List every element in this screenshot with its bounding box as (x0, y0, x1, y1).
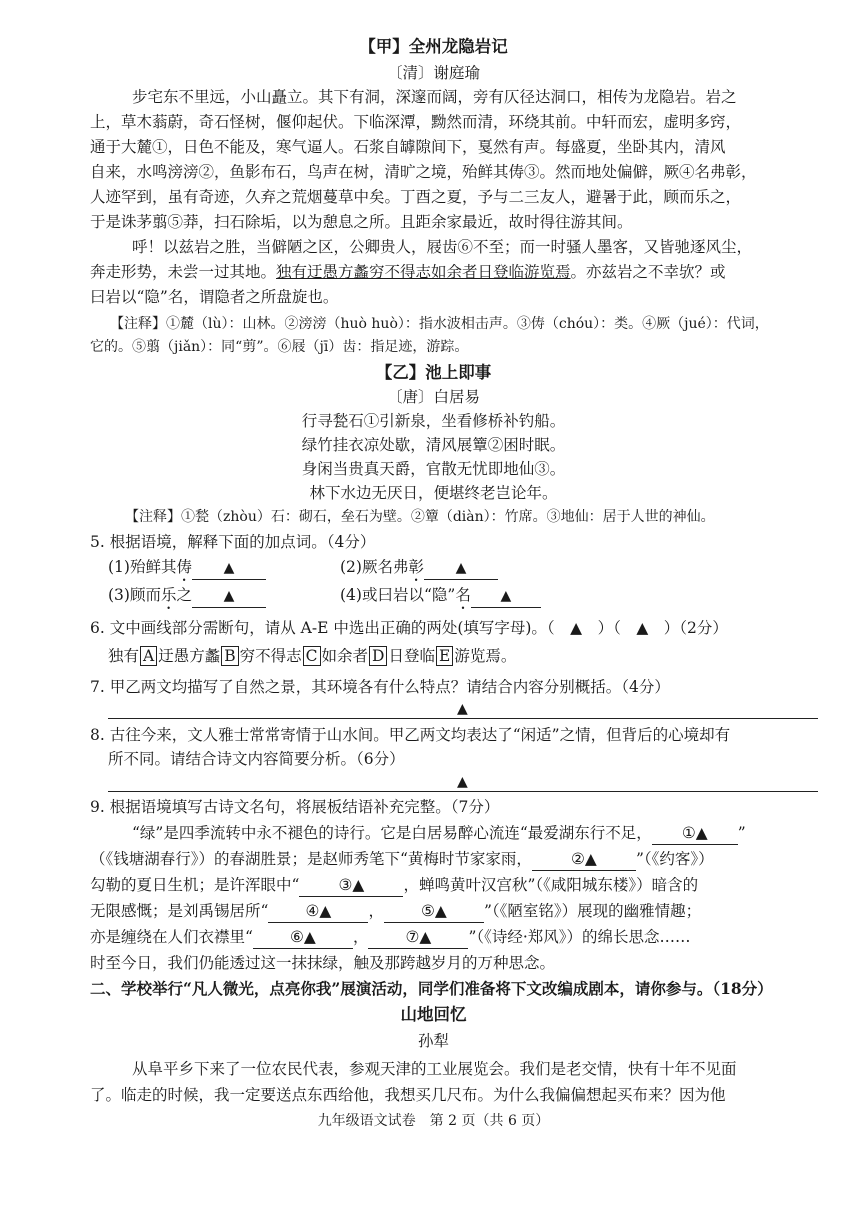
q8-prompt-1: 8. 古往今来，文人雅士常常寄情于山水间。甲乙两文均表达了“闲适”之情，但背后的心境却有 (90, 726, 731, 744)
poem-line-3: 身闲当贵真天爵，官散无忧即地仙③。 (301, 460, 566, 478)
q8-answer-mark: ▲ (457, 774, 468, 790)
passage-a-title: 【甲】全州龙隐岩记 (359, 37, 508, 56)
q9-line-1: “绿”是四季流转中永不褪色的诗行。它是白居易醉心流连“最爱湖东行不足， ①▲ ” (132, 822, 746, 845)
q9-blank-5[interactable]: ⑤▲ (384, 900, 484, 923)
section-2-author: 孙犁 (417, 1032, 449, 1050)
passage-a-line-8 (90, 261, 726, 283)
q5-dotted-word-3: 乐 (160, 586, 177, 604)
section-2-title: 山地回忆 (400, 1005, 467, 1024)
q5-dotted-word-2: 彰 (408, 558, 424, 576)
passage-a-line-8-end: 。亦兹岩之不幸欤？或 (570, 263, 726, 281)
poem-line-4: 林下水边无厌日，便堪终老岂论年。 (309, 484, 558, 502)
q6-option-a[interactable]: A (140, 646, 157, 666)
q6-prompt: 6. 文中画线部分需断句，请从 A-E 中选出正确的两处(填写字母)。（ ▲ ）（ ▲ ）（2分） (90, 619, 728, 637)
underlined-sentence: 独有迂愚方蠡穷不得志如余者日登临游览焉 (276, 263, 571, 281)
q9-line-3: 勾勒的夏日生机；是许浑眼中“ ③▲ ，蝉鸣黄叶汉宫秋”（《咸阳城东楼》）暗含的 (90, 874, 698, 897)
q6-option-d[interactable]: D (369, 646, 387, 666)
passage-a-notes-1: 【注释】①麓（lù）：山林。②滂滂（huò huò）：指水波相击声。③俦（chóu）：类。④厥（jué）：代词， (110, 316, 769, 332)
poem-line-2: 绿竹挂衣凉处歇，清风展簟②困时眠。 (301, 436, 566, 454)
q5-answer-blank-2[interactable]: ▲ (424, 556, 498, 580)
q9-blank-2[interactable]: ②▲ (532, 848, 636, 871)
q5-dotted-word-1: 俦 (176, 558, 192, 576)
passage-a-line-1: 步宅东不里远，小山矗立。其下有洞，深邃而阔，旁有仄径达洞口，相传为龙隐岩。岩之 (132, 88, 737, 106)
passage-a-notes-2: 它的。⑤翦（jiǎn）：同“剪”。⑥屐（jī）齿：指足迹，游踪。 (90, 339, 469, 355)
q5-item-1: (1)殆鲜其俦 ▲ (108, 556, 266, 585)
passage-b-title: 【乙】池上即事 (375, 363, 492, 382)
q6-option-e[interactable]: E (436, 646, 453, 666)
q9-blank-1[interactable]: ①▲ (652, 822, 738, 845)
q5-prompt: 5. 根据语境，解释下面的加点词。（4分） (90, 533, 376, 551)
q7-prompt: 7. 甲乙两文均描写了自然之景，其环境各有什么特点？请结合内容分别概括。（4分） (90, 678, 670, 696)
q7-answer-mark: ▲ (457, 701, 468, 717)
passage-b-notes: 【注释】①甃（zhòu）石：砌石，垒石为壁。②簟（diàn）：竹席。③地仙：居于人世的神仙。 (125, 509, 715, 525)
q9-line-4: 无限感慨；是刘禹锡居所“ ④▲ ， ⑤▲ ”（《陋室铭》）展现的幽雅情趣； (90, 900, 701, 923)
passage-a-line-4: 自来，水鸣滂滂②，鱼影布石，鸟声在树，清旷之境，殆鲜其俦③。然而地处偏僻，厥④名弗彰， (90, 163, 757, 181)
q5-dotted-word-4: 名 (455, 586, 471, 604)
q6-sentence: 独有 A 迂愚方蠡 B 穷不得志 C 如余者 D 日登临 E 游览焉。 (108, 647, 517, 665)
section-2-line-1: 从阜平乡下来了一位农民代表，参观天津的工业展览会。我们是老交情，快有十年不见面 (132, 1060, 737, 1078)
passage-a-line-2: 上，草木蓊蔚，奇石怪树，偃仰起伏。下临深潭，黝然而清，环绕其前。中轩而宏，虚明多窍， (90, 113, 742, 131)
passage-a-line-7: 呼！以兹岩之胜，当僻陋之区，公卿贵人，屐齿⑥不至；而一时骚人墨客，又皆驰逐风尘， (132, 238, 753, 256)
q6-answer-parens[interactable]: （ ▲ ）（ ▲ ） (546, 619, 680, 637)
passage-a-line-3: 通于大麓①，日色不能及，寒气逼人。石浆自罅隙间下，戛然有声。每盛夏，坐卧其内，清风 (90, 138, 726, 156)
q9-prompt: 9. 根据语境填写古诗文名句，将展板结语补充完整。（7分） (90, 798, 500, 816)
q9-blank-6[interactable]: ⑥▲ (253, 926, 353, 949)
passage-a-author: 〔清〕谢庭瑜 (386, 64, 480, 82)
page-footer: 九年级语文试卷 第 2 页（共 6 页） (317, 1113, 550, 1129)
q6-option-b[interactable]: B (221, 646, 238, 666)
q5-answer-blank-3[interactable]: ▲ (192, 584, 266, 608)
q9-line-6: 时至今日，我们仍能透过这一抹抹绿，触及那跨越岁月的万种思念。 (90, 954, 556, 972)
q5-answer-blank-4[interactable]: ▲ (471, 584, 541, 608)
poem-line-1: 行寻甃石①引新泉，坐看修桥补钓船。 (301, 412, 566, 430)
section-2-heading: 二、学校举行“凡人微光，点亮你我”展演活动，同学们准备将下文改编成剧本，请你参与。（18分） (90, 979, 773, 998)
q5-item-3: (3)顾而乐之 ▲ (108, 584, 266, 613)
q9-blank-3[interactable]: ③▲ (299, 874, 403, 897)
passage-a-line-5: 人迹罕到，虽有奇迹，久弃之荒烟蔓草中矣。丁酉之夏，予与二三友人，避暑于此，顾而乐之， (90, 188, 742, 206)
q9-line-5: 亦是缠绕在人们衣襟里“ ⑥▲ ， ⑦▲ ”（《诗经·郑风》）的绵长思念…… (90, 926, 691, 949)
passage-a-line-6: 于是诛茅翦⑤莽，扫石除垢，以为憩息之所。且距余家最近，故时得往游其间。 (90, 213, 633, 231)
q5-answer-blank-1[interactable]: ▲ (192, 556, 266, 580)
q9-blank-4[interactable]: ④▲ (268, 900, 368, 923)
passage-a-line-8-start: 奔走形势，未尝一过其地。 (90, 263, 277, 281)
q5-item-4: (4)或曰岩以“隐”名 ▲ (340, 584, 541, 613)
q8-prompt-2: 所不同。请结合诗文内容简要分析。（6分） (108, 750, 405, 768)
passage-b-author: 〔唐〕白居易 (386, 388, 480, 406)
section-2-line-2: 了。临走的时候，我一定要送点东西给他，我想买几尺布。为什么我偏偏想起买布来？因为他 (90, 1086, 726, 1104)
q9-blank-7[interactable]: ⑦▲ (368, 926, 468, 949)
passage-a-line-9: 曰岩以“隐”名，谓隐者之所盘旋也。 (90, 288, 339, 306)
q9-line-2: （《钱塘湖春行》）的春湖胜景；是赵师秀笔下“黄梅时节家家雨， ②▲ ”（《约客》） (90, 848, 714, 871)
q5-item-2: (2)厥名弗彰 ▲ (340, 556, 498, 585)
q6-option-c[interactable]: C (303, 646, 321, 666)
